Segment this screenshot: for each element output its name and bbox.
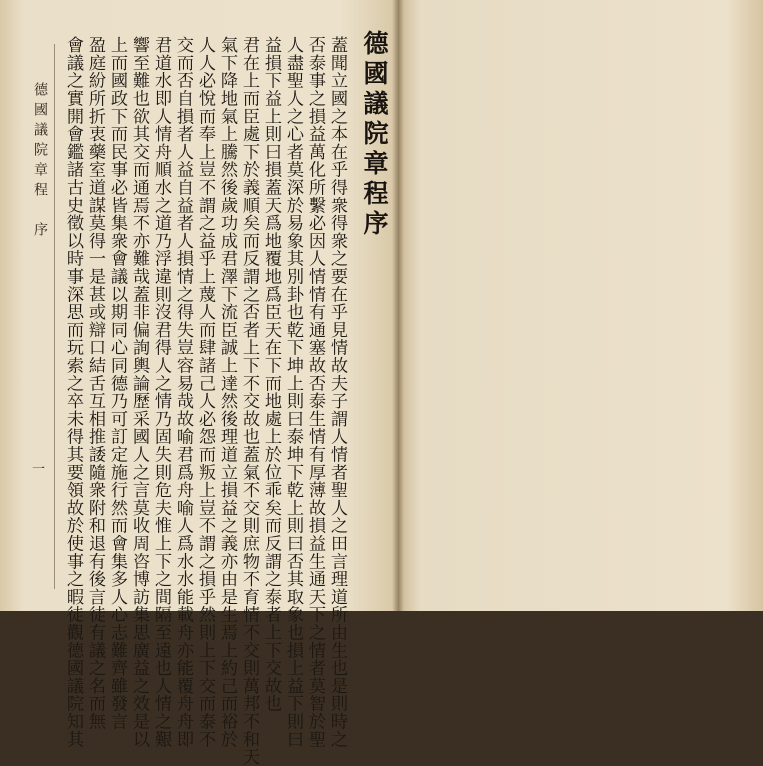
text-column-3: 人盡聖人之心者莫深於易象其別卦也乾下坤上則曰泰坤下乾上則曰否其取象也損上益下則曰 bbox=[283, 36, 303, 748]
text-column-1: 蓋聞立國之本在乎得衆得衆之要在乎見情故夫子謂人情者聖人之田言理道所由生也是則時之 bbox=[327, 36, 347, 748]
text-column-5: 君在上而臣處下於義順矣而反謂之否者上下不交故也蓋氣不交則庶物不育情不交則萬邦不和天 bbox=[239, 36, 259, 766]
book-gutter bbox=[392, 0, 404, 611]
right-page bbox=[398, 0, 763, 611]
text-column-10: 響至難也欲其交而通焉不亦難哉蓋非偏詢輿論歷采國人之言莫收周咨博訪集思廣益之效是以 bbox=[129, 36, 149, 748]
text-column-13: 會議之實開會鑑諸古史徵以時事深思而玩索之卒未得其要領故於使事之暇徒觀德國議院知其 bbox=[63, 36, 83, 748]
text-column-9: 君道水即人情舟順水之道乃浮違則沒君得人之情乃固失則危夫惟上下之間隔至遠也人情之艱 bbox=[151, 36, 171, 748]
running-header: 德國議院章程 序 bbox=[32, 82, 48, 242]
text-column-7: 人人必悅而奉上豈不謂之益乎上蔑人而肆諸己人必怨而叛上豈不謂之損乎然則上下交而泰不 bbox=[195, 36, 215, 748]
page-number: 一 bbox=[32, 462, 46, 477]
text-column-12: 盈庭紛所折衷藥室道謀莫得一是甚或辯口結舌互相推諉隨衆附和退有後言徒有議之名而無 bbox=[85, 36, 105, 731]
text-column-8: 交而否自損者人益自益者人損情之得失豈容易哉故喻君爲舟喻人爲水水能載舟亦能覆舟舟即 bbox=[173, 36, 193, 748]
text-column-11: 上而國政下而民事必皆集衆會議以期同心同德乃可訂定施行然而會集多人心志難齊雖發言 bbox=[107, 36, 127, 731]
header-rule bbox=[54, 44, 55, 589]
text-column-4: 益損下益上則曰損蓋天爲地覆地爲臣天在下而地處上於位乖矣而反謂之泰者上下交故也 bbox=[261, 36, 281, 713]
chapter-title: 德國議院章程序 bbox=[360, 30, 389, 240]
text-column-6: 氣下降地氣上騰然後歲功成君澤下流臣誠上達然後理道立損益之義亦由是生焉上約己而裕於 bbox=[217, 36, 237, 748]
text-column-2: 否泰事之損益萬化所繫必因人情情有通塞故否泰生情有厚薄故損益生通天下之情者莫智於聖 bbox=[305, 36, 325, 748]
